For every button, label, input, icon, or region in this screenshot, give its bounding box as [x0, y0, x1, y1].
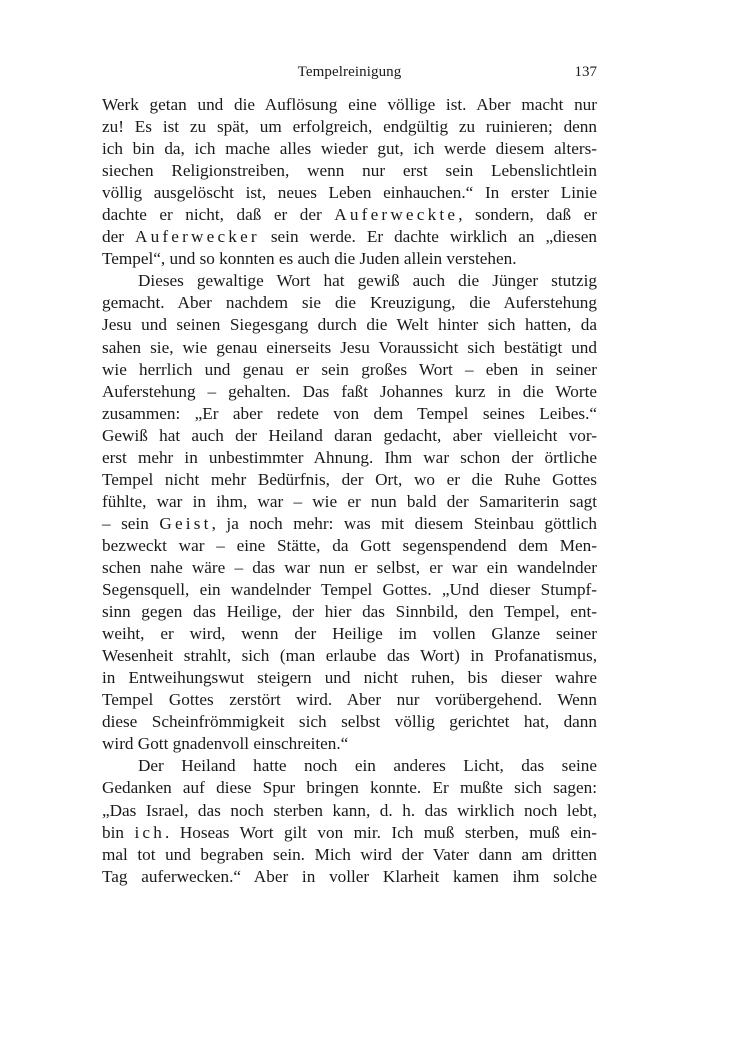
paragraph-2 [102, 270, 597, 755]
text-line: völlig ausgelöscht ist, neues Leben einhauchen.“ In erster Linie [102, 183, 597, 203]
text-run: , ja noch mehr: was mit diesem Steinbau göttlich [211, 513, 597, 533]
text-line [102, 226, 597, 248]
text-line: Wesenheit strahlt, sich (man erlaube das Wort) in Profanatismus, [102, 646, 597, 666]
text-line [102, 513, 597, 535]
text-line: Jesu und seinen Siegesgang durch die Welt hinter sich hatten, da [102, 315, 597, 335]
text-line: wie herrlich und genau er sein großes Wort – eben in seiner [102, 359, 597, 379]
text-line: gemacht. Aber nachdem sie die Kreuzigung, die Auferstehung [102, 293, 597, 313]
text-line: Der Heiland hatte noch ein anderes Licht, das seine [138, 756, 597, 776]
text-line: bezweckt war – eine Stätte, da Gott segenspendend dem Men- [102, 535, 597, 555]
text-run: sein werde. Er dachte wirklich an „diesen [259, 227, 597, 247]
text-line: Tempel“, und so konnten es auch die Juden allein verstehen. [102, 249, 517, 269]
text-line: zusammen: „Er aber redete von dem Tempel seines Leibes.“ [102, 403, 597, 423]
text-line: Tag auferwecken.“ Aber in voller Klarheit kamen ihm solche [102, 866, 597, 886]
emphasized-word: Auferwecker [134, 227, 260, 247]
text-line: zu! Es ist zu spät, um erfolgreich, endgültig zu ruinieren; denn [102, 117, 597, 137]
text-run: dachte er nicht, daß er der [102, 205, 335, 225]
text-run: , sondern, daß er [458, 205, 597, 225]
text-line: schen nahe wäre – das war nun er selbst, er war ein wandelnder [102, 557, 597, 577]
emphasized-word: Geist [159, 513, 212, 533]
text-line [102, 822, 597, 844]
text-line: siechen Religionstreiben, wenn nur erst sein Lebenslichtlein [102, 161, 597, 181]
emphasized-word: ich [134, 822, 166, 842]
text-line: sahen sie, wie genau einerseits Jesu Voraussicht sich bestätigt und [102, 337, 597, 357]
text-line: Auferstehung – gehalten. Das faßt Johannes kurz in die Worte [102, 381, 597, 401]
text-line: Tempel Gottes zerstört wird. Aber nur vorübergehend. Wenn [102, 690, 597, 710]
text-line: Tempel nicht mehr Bedürfnis, der Ort, wo er die Ruhe Gottes [102, 469, 597, 489]
text-line: weiht, er wird, wenn der Heilige im vollen Glanze seiner [102, 624, 597, 644]
page-number: 137 [574, 64, 597, 80]
text-line: Gewiß hat auch der Heiland daran gedacht, aber vielleicht vor- [102, 425, 597, 445]
text-line: sinn gegen das Heilige, der hier das Sinnbild, den Tempel, ent- [102, 602, 597, 622]
text-run: – sein [102, 513, 160, 533]
text-line: Dieses gewaltige Wort hat gewiß auch die Jünger stutzig [138, 271, 597, 291]
text-line: Gedanken auf diese Spur bringen konnte. Er mußte sich sagen: [102, 778, 597, 798]
running-title: Tempelreinigung [297, 64, 402, 80]
running-head [102, 60, 597, 84]
text-line: Segensquell, ein wandelnder Tempel Gottes. „Und dieser Stumpf- [102, 580, 597, 600]
text-line: fühlte, war in ihm, war – wie er nun bald der Samariterin sagt [102, 491, 597, 511]
text-line: wird Gott gnadenvoll einschreiten.“ [102, 734, 349, 754]
text-line: „Das Israel, das noch sterben kann, d. h. das wirklich noch lebt, [102, 800, 597, 820]
text-run: bin [102, 822, 135, 842]
text-run: . Hoseas Wort gilt von mir. Ich muß sterben, muß ein- [165, 822, 597, 842]
text-run: der [102, 227, 135, 247]
text-line: in Entweihungswut steigern und nicht ruhen, bis dieser wahre [102, 668, 597, 688]
book-page [102, 60, 597, 888]
text-line [102, 204, 597, 226]
text-line: Werk getan und die Auflösung eine völlige ist. Aber macht nur [102, 95, 597, 114]
text-line: erst mehr in unbestimmter Ahnung. Ihm war schon der örtliche [102, 447, 597, 467]
text-line: mal tot und begraben sein. Mich wird der Vater dann am dritten [102, 844, 597, 864]
body-text [102, 94, 597, 888]
text-line: diese Scheinfrömmigkeit sich selbst völlig gerichtet hat, dann [102, 712, 597, 732]
paragraph-3 [102, 755, 597, 887]
text-line: ich bin da, ich mache alles wieder gut, ich werde diesem alters- [102, 139, 597, 159]
paragraph-1 [102, 94, 597, 270]
emphasized-word: Auferweckte [334, 205, 459, 225]
